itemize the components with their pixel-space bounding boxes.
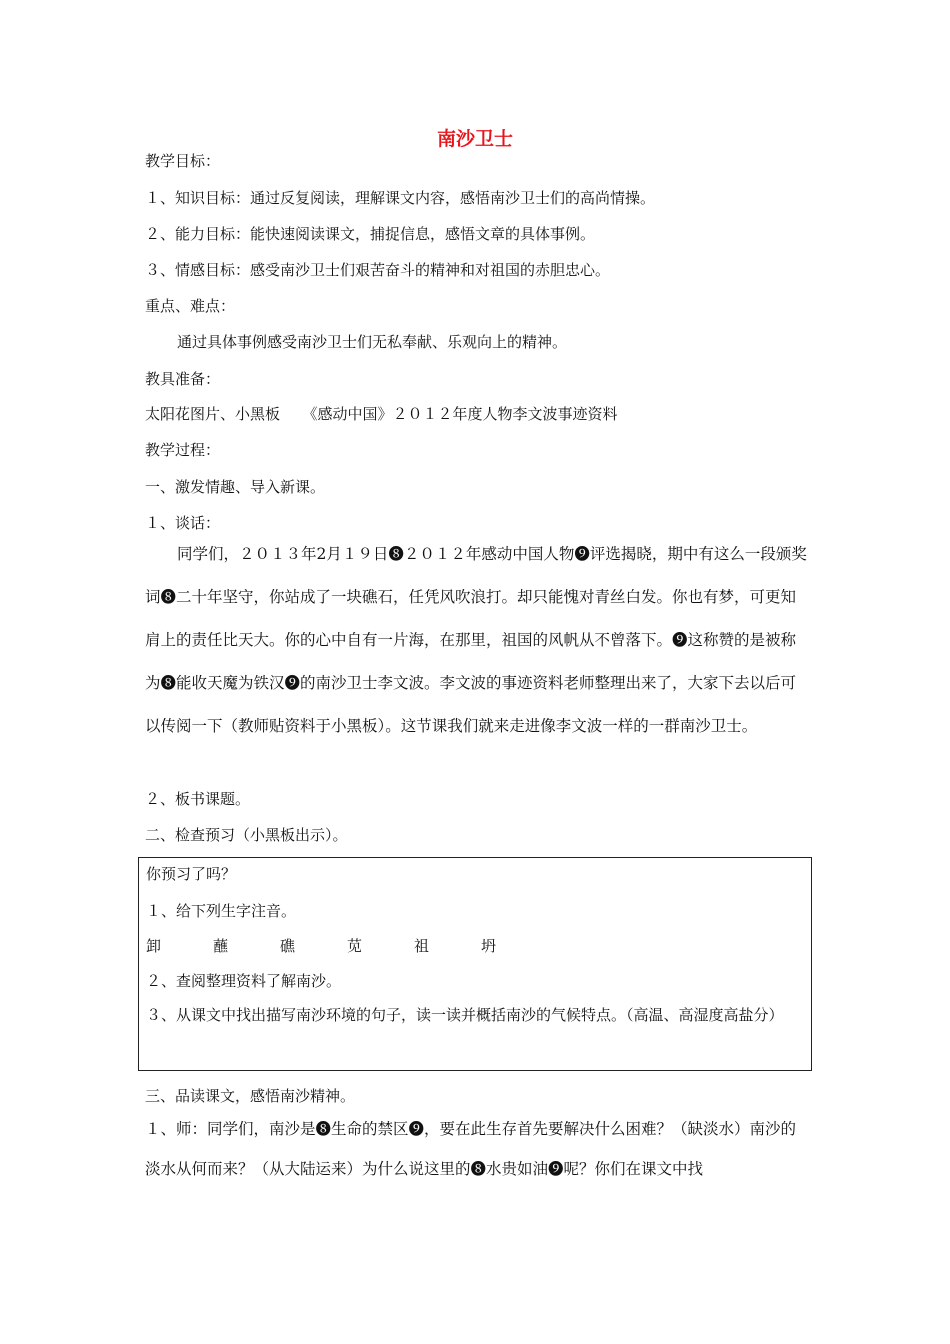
- materials-text: 太阳花图片、小黑板 《感动中国》２０１２年度人物李文波事迹资料: [145, 405, 618, 423]
- char: 坍: [481, 937, 497, 955]
- step3-paragraph: １、师：同学们，南沙是❽生命的禁区❾，要在此生存首先要解决什么困难？（缺淡水）南沙的淡水从何而来？（从大陆运来）为什么说这里的❽水贵如油❾呢？你们在课文中找: [145, 1120, 797, 1178]
- char: 祖: [414, 937, 430, 955]
- materials-heading: 教具准备：: [145, 370, 221, 388]
- step1-heading: 一、激发情趣、导入新课。: [145, 478, 326, 496]
- preview-item: ２、查阅整理资料了解南沙。: [146, 972, 342, 990]
- preview-item-3: ３、从课文中找出描写南沙环境的句子，读一读并概括南沙的气候特点。（高温、高湿度高盐分）: [146, 1006, 784, 1024]
- step3-heading: 三、品读课文，感悟南沙精神。: [145, 1087, 356, 1105]
- document-title: 南沙卫士: [436, 128, 513, 150]
- preview-box: [138, 857, 812, 1071]
- intro-paragraph-text: 同学们，２０１３年2月１９日❽２０１２年感动中国人物❾评选揭晓，期中有这么一段颁奖词❽二十年坚守，你站成了一块礁石，任凭风吹浪打。却只能愧对青丝白发。你也有梦，可更知肩上的责任比天大。你的心中自有一片海，在那里，祖国的风帆从不曾落下。❾这称赞的是被称为❽能收天魔为铁汉❾的南沙卫士李文波。李文波的事迹资料老师整理出来了，大家下去以后可以传阅一下（教师贴资料于小黑板）。这节课我们就来走进像李文波一样的一群南沙卫士。: [145, 545, 807, 735]
- char: 苋: [347, 937, 363, 955]
- pinyin-chars: [146, 936, 546, 956]
- keypoints-text: 通过具体事例感受南沙卫士们无私奉献、乐观向上的精神。: [177, 333, 568, 351]
- step1-sub1: １、谈话：: [145, 514, 221, 532]
- step1-sub2: ２、板书课题。: [145, 790, 251, 808]
- char: 礁: [280, 937, 296, 955]
- char: 蘸: [213, 937, 229, 955]
- char: 卸: [146, 937, 162, 955]
- objectives-heading: 教学目标：: [145, 152, 221, 170]
- preview-question: 你预习了吗？: [146, 865, 237, 883]
- objective-item: ２、能力目标：能快速阅读课文，捕捉信息，感悟文章的具体事例。: [145, 225, 596, 243]
- objective-item: １、知识目标：通过反复阅读，理解课文内容，感悟南沙卫士们的高尚情操。: [145, 189, 656, 207]
- process-heading: 教学过程：: [145, 441, 221, 459]
- intro-paragraph: [145, 533, 807, 748]
- step2-heading: 二、检查预习（小黑板出示）。: [145, 826, 348, 844]
- preview-item: １、给下列生字注音。: [146, 902, 297, 920]
- objective-item: ３、情感目标：感受南沙卫士们艰苦奋斗的精神和对祖国的赤胆忠心。: [145, 261, 611, 279]
- keypoints-heading: 重点、难点：: [145, 297, 236, 315]
